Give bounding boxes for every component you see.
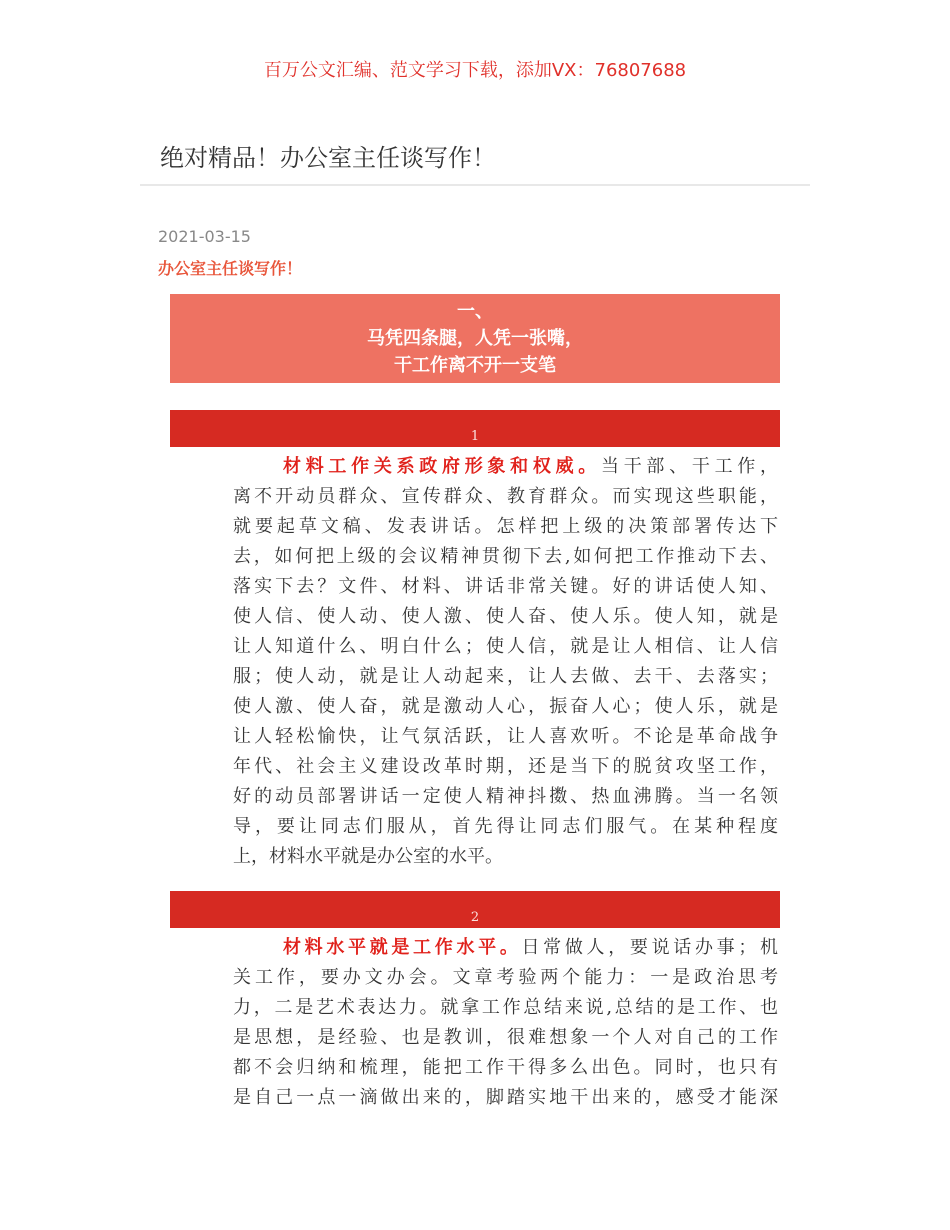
paragraph-text: 当干部、干工作， [601,456,778,477]
paragraph-line: 使人信、使人动、使人激、使人奋、使人乐。使人知，就是 [233,606,778,627]
paragraph-line [233,933,778,963]
paragraph-text: 日常做人，要说话办事；机 [521,937,778,958]
article-subtitle: 办公室主任谈写作！ [158,259,303,278]
paragraph-line: 好的动员部署讲话一定使人精神抖擞、热血沸腾。当一名领 [233,786,778,807]
section-heading-box [170,294,780,383]
heading-line: 干工作离不开一支笔 [394,355,556,376]
article-title: 绝对精品！办公室主任谈写作！ [160,144,496,172]
heading-line: 马凭四条腿，人凭一张嘴， [367,328,583,349]
paragraph-line: 让人轻松愉快，让气氛活跃，让人喜欢听。不论是革命战争 [233,726,778,747]
paragraph-line: 去，如何把上级的会议精神贯彻下去,如何把工作推动下去、 [233,546,778,567]
paragraph-line: 服；使人动，就是让人动起来，让人去做、去干、去落实； [233,666,778,687]
publish-date: 2021-03-15 [158,227,251,246]
paragraph-line: 力，二是艺术表达力。就拿工作总结来说,总结的是工作、也 [233,997,778,1018]
paragraph-line: 是自己一点一滴做出来的，脚踏实地干出来的，感受才能深 [233,1087,778,1108]
section-number-bar: 2 [170,891,780,928]
paragraph-line: 落实下去？文件、材料、讲话非常关键。好的讲话使人知、 [233,576,778,597]
section-number-bar: 1 [170,410,780,447]
paragraph-line: 导，要让同志们服从，首先得让同志们服气。在某种程度 [233,816,778,837]
paragraph-line: 让人知道什么、明白什么；使人信，就是让人相信、让人信 [233,636,778,657]
paragraph-lead: 材料工作关系政府形象和权威。 [283,456,601,477]
paragraph-line: 使人激、使人奋，就是激动人心，振奋人心；使人乐，就是 [233,696,778,717]
paragraph-line: 就要起草文稿、发表讲话。怎样把上级的决策部署传达下 [233,516,778,537]
heading-line: 一、 [457,301,493,322]
paragraph-line: 年代、社会主义建设改革时期，还是当下的脱贫攻坚工作， [233,756,778,777]
paragraph-line: 关工作，要办文办会。文章考验两个能力：一是政治思考 [233,967,778,988]
section-paragraph [233,452,778,872]
paragraph-line: 上，材料水平就是办公室的水平。 [233,846,503,867]
section-paragraph [233,933,778,1113]
paragraph-lead: 材料水平就是工作水平。 [283,937,522,958]
promo-banner: 百万公文汇编、范文学习下载，添加VX：76807688 [263,60,687,81]
paragraph-line: 离不开动员群众、宣传群众、教育群众。而实现这些职能， [233,486,778,507]
paragraph-line: 都不会归纳和梳理，能把工作干得多么出色。同时，也只有 [233,1057,778,1078]
paragraph-line [233,452,778,482]
title-divider [140,184,810,186]
paragraph-line: 是思想，是经验、也是教训，很难想象一个人对自己的工作 [233,1027,778,1048]
